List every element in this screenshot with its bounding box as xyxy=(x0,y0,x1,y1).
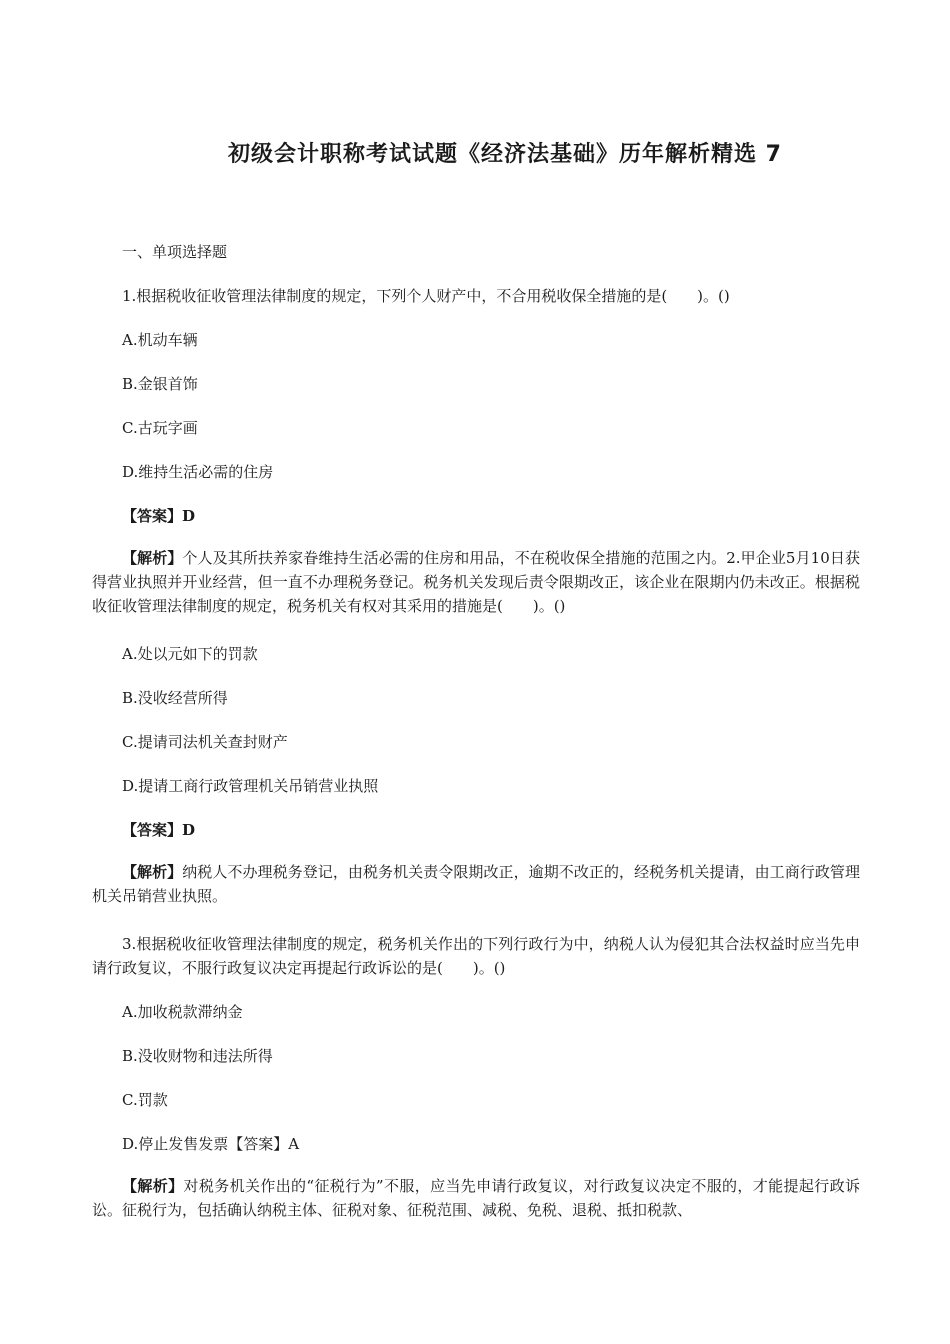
analysis-label: 【解析】 xyxy=(122,1177,184,1195)
section-heading: 一、单项选择题 xyxy=(122,243,228,261)
document-title: 初级会计职称考试试题《经济法基础》历年解析精选 7 xyxy=(228,142,782,167)
question-2-option-a: A.处以元如下的罚款 xyxy=(122,645,258,663)
analysis-text: 对税务机关作出的“征税行为”不服，应当先申请行政复议，对行政复议决定不服的，才能提起行政诉讼。征税行为，包括确认纳税主体、征税对象、征税范围、减税、免税、退税、抵扣税款、 xyxy=(92,1177,860,1219)
analysis-label: 【解析】 xyxy=(122,863,183,881)
question-1-analysis xyxy=(92,546,860,618)
question-3-option-c: C.罚款 xyxy=(122,1091,168,1109)
analysis-text: 个人及其所扶养家眷维持生活必需的住房和用品，不在税收保全措施的范围之内。2.甲企业5月10日获得营业执照并开业经营，但一直不办理税务登记。税务机关发现后责令限期改正，该企业在限期内仍未改正。根据税收征收管理法律制度的规定，税务机关有权对其采用的措施是( )。() xyxy=(92,549,860,615)
analysis-text: 纳税人不办理税务登记，由税务机关责令限期改正，逾期不改正的，经税务机关提请，由工商行政管理机关吊销营业执照。 xyxy=(92,863,860,905)
question-2-option-d: D.提请工商行政管理机关吊销营业执照 xyxy=(122,777,379,795)
question-1-option-a: A.机动车辆 xyxy=(122,331,198,349)
question-2-option-c: C.提请司法机关查封财产 xyxy=(122,733,288,751)
question-3-option-a: A.加收税款滞纳金 xyxy=(122,1003,243,1021)
question-3-option-d-with-answer: D.停止发售发票【答案】A xyxy=(122,1135,300,1153)
question-1-option-c: C.古玩字画 xyxy=(122,419,198,437)
question-1-stem: 1.根据税收征收管理法律制度的规定，下列个人财产中，不合用税收保全措施的是( )。() xyxy=(122,287,730,305)
question-1-answer: 【答案】D xyxy=(122,507,196,525)
question-2-option-b: B.没收经营所得 xyxy=(122,689,228,707)
question-1-option-d: D.维持生活必需的住房 xyxy=(122,463,274,481)
question-2-analysis xyxy=(92,860,860,908)
analysis-label: 【解析】 xyxy=(122,549,183,567)
question-3-analysis xyxy=(92,1174,860,1222)
question-3-option-b: B.没收财物和违法所得 xyxy=(122,1047,273,1065)
question-2-answer: 【答案】D xyxy=(122,821,196,839)
question-3-stem: 3.根据税收征收管理法律制度的规定，税务机关作出的下列行政行为中，纳税人认为侵犯其合法权益时应当先申请行政复议，不服行政复议决定再提起行政诉讼的是( )。() xyxy=(92,935,860,977)
question-1-option-b: B.金银首饰 xyxy=(122,375,198,393)
